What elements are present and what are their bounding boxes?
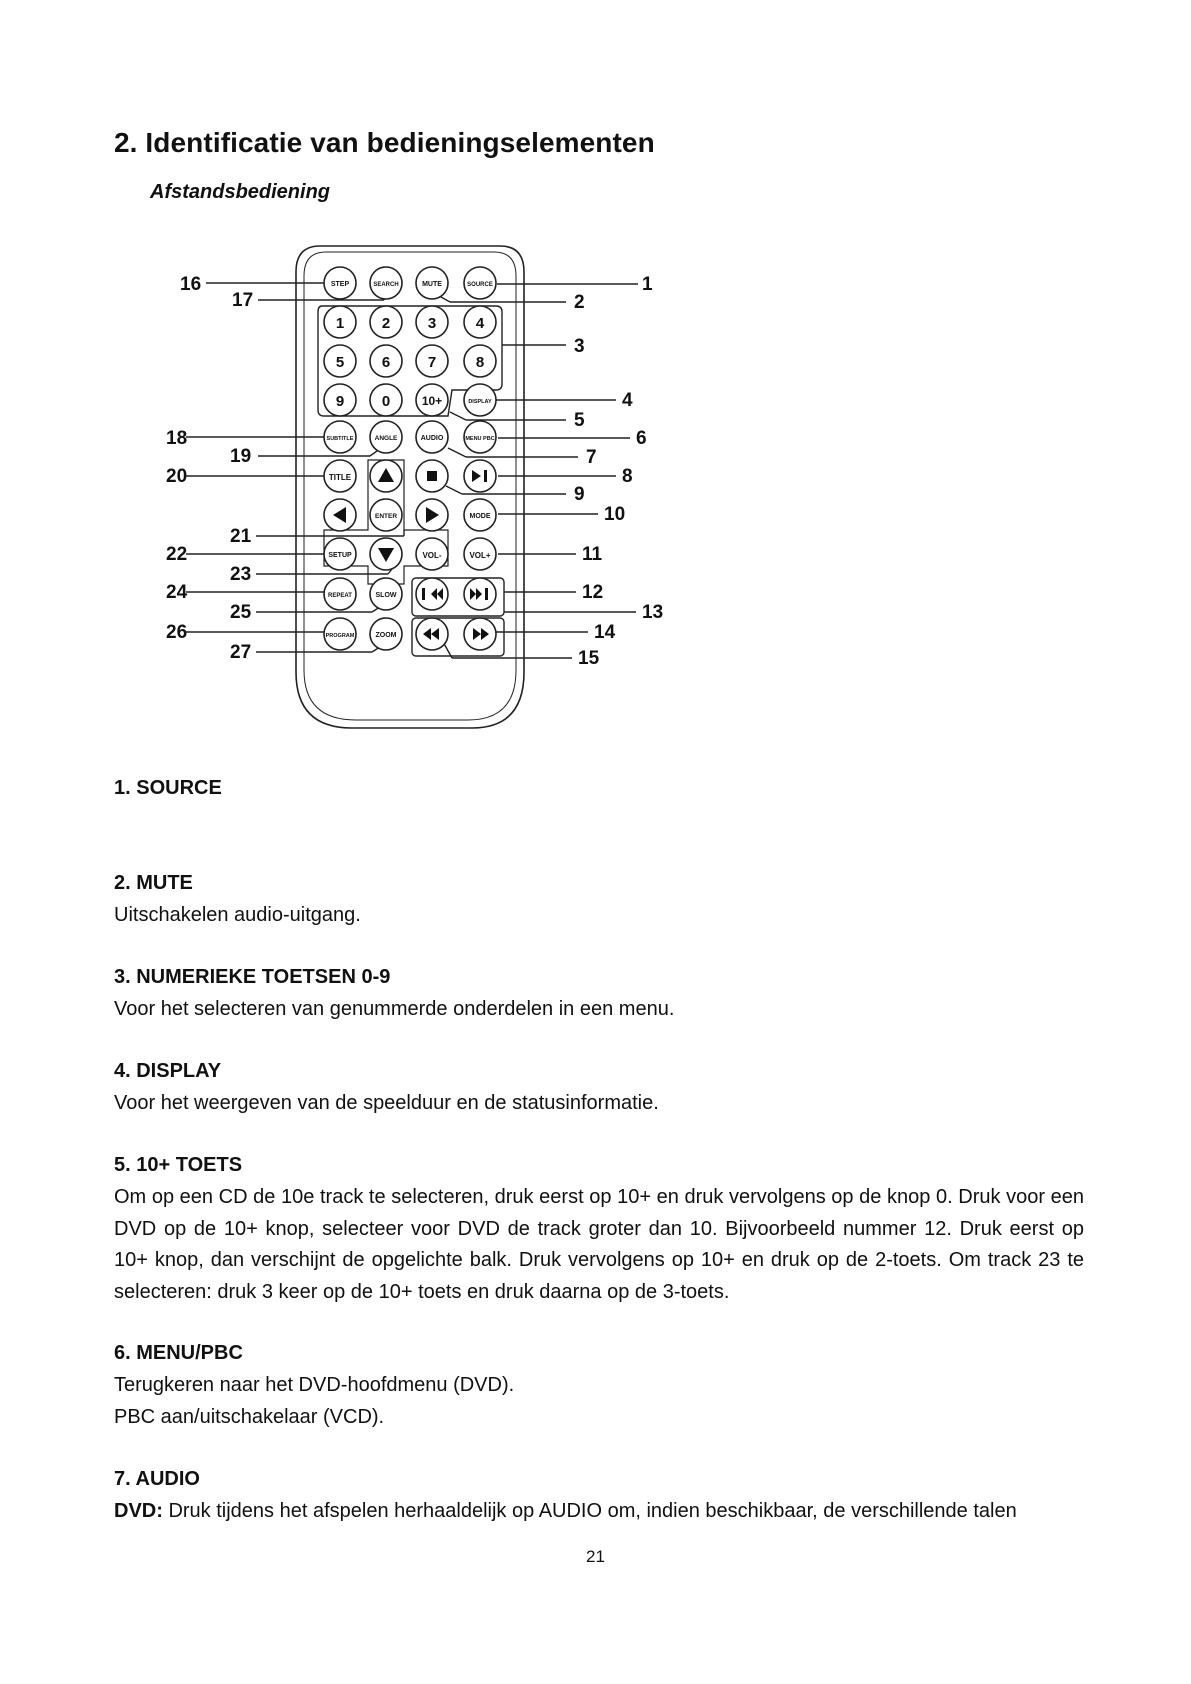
vol-plus-label: VOL+ [469, 551, 491, 560]
item-title: 2. MUTE [114, 872, 193, 894]
search-label: SEARCH [373, 282, 399, 288]
num-8-label: 8 [475, 354, 485, 371]
ten-plus-label: 10+ [421, 394, 443, 408]
callout-20: 20 [166, 466, 188, 487]
callout-9: 9 [574, 484, 585, 505]
item-menu-pbc [114, 1340, 1084, 1433]
item-title: 6. MENU/PBC [114, 1342, 243, 1364]
callout-8: 8 [622, 466, 633, 487]
angle-label: ANGLE [374, 435, 398, 442]
num-3-label: 3 [427, 315, 437, 332]
step-label: STEP [330, 281, 350, 288]
item-label: DVD: [114, 1500, 163, 1522]
item-source [114, 775, 1084, 801]
callout-14: 14 [594, 622, 616, 643]
menu-pbc-label: MENU PBC [465, 436, 495, 442]
item-text-body: Druk tijdens het afspelen herhaaldelijk op AUDIO om, indien beschikbaar, de verschillende talen [168, 1500, 1017, 1522]
item-title: 1. SOURCE [114, 777, 222, 799]
item-title: 4. DISPLAY [114, 1060, 222, 1082]
item-ten-plus [114, 1152, 1084, 1308]
item-audio [114, 1466, 1084, 1528]
subtitle-label: SUBTITLE [326, 436, 354, 442]
num-7-label: 7 [427, 354, 437, 371]
section-heading: 2. Identificatie van bedieningselementen [114, 127, 655, 158]
item-text: Terugkeren naar het DVD-hoofdmenu (DVD). [114, 1374, 515, 1396]
callout-5: 5 [574, 410, 585, 431]
zoom-label: ZOOM [375, 632, 397, 639]
num-9-label: 9 [335, 393, 345, 410]
page-number: 21 [586, 1547, 605, 1566]
item-text: Voor het weergeven van de speelduur en de statusinformatie. [114, 1092, 659, 1114]
callout-11: 11 [582, 544, 603, 565]
item-text: PBC aan/uitschakelaar (VCD). [114, 1405, 385, 1428]
callout-10: 10 [604, 504, 626, 525]
item-text: Om op een CD de 10e track te selecteren, druk eerst op 10+ en druk vervolgens op de knop 0. Druk voor een DVD op de 10+ knop, selecteer voor DVD de track groter dan 10. Bijvoorbeeld nummer 12. Druk eerst op 10+ knop, dan verschijnt de opgelichte balk. Druk vervolgens op 10+ en druk op de 2-toets. Om track 23 te selecteren: druk 3 keer op de 10+ toets en druk daarna op de 3-toets. [114, 1186, 1084, 1303]
item-title: 3. NUMERIEKE TOETSEN 0-9 [114, 966, 391, 988]
callout-18: 18 [166, 428, 188, 449]
callout-12: 12 [582, 582, 604, 603]
remote-control-diagram [0, 0, 1191, 760]
num-2-label: 2 [381, 315, 391, 332]
mute-label: MUTE [422, 281, 442, 288]
callout-4: 4 [622, 390, 633, 411]
num-6-label: 6 [381, 354, 391, 371]
item-text: Voor het selecteren van genummerde onderdelen in een menu. [114, 998, 675, 1020]
enter-label: ENTER [374, 513, 398, 520]
item-text: Uitschakelen audio-uitgang. [114, 904, 361, 926]
stop-icon [427, 471, 437, 481]
vol-minus-label: VOL- [422, 551, 442, 560]
mode-label: MODE [469, 513, 491, 520]
callout-27: 27 [230, 642, 252, 663]
callout-24: 24 [166, 582, 188, 603]
callout-23: 23 [230, 564, 252, 585]
setup-label: SETUP [328, 552, 352, 559]
callout-6: 6 [636, 428, 647, 449]
callout-25: 25 [230, 602, 252, 623]
subsection-heading: Afstandsbediening [150, 181, 331, 203]
item-text [114, 1496, 1084, 1528]
callout-13: 13 [642, 602, 664, 623]
audio-label: AUDIO [420, 435, 444, 442]
num-0-label: 0 [381, 393, 391, 410]
item-title: 5. 10+ TOETS [114, 1154, 243, 1176]
program-label: PROGRAM [325, 633, 355, 639]
callout-3: 3 [574, 336, 585, 357]
item-numeric-keys [114, 964, 1084, 1026]
source-label: SOURCE [467, 282, 493, 288]
repeat-label: REPEAT [328, 593, 352, 599]
title-label: TITLE [328, 473, 352, 482]
callout-19: 19 [230, 446, 252, 467]
callout-7: 7 [586, 447, 597, 468]
callout-17: 17 [232, 290, 254, 311]
callout-2: 2 [574, 292, 585, 313]
item-display [114, 1058, 1084, 1120]
num-5-label: 5 [335, 354, 345, 371]
callout-26: 26 [166, 622, 188, 643]
callout-15: 15 [578, 648, 600, 669]
item-mute [114, 870, 1084, 932]
callout-1: 1 [642, 274, 653, 295]
num-1-label: 1 [335, 315, 345, 332]
callout-21: 21 [230, 526, 252, 547]
num-4-label: 4 [475, 315, 485, 332]
callout-16: 16 [180, 274, 202, 295]
slow-label: SLOW [375, 592, 397, 599]
callout-22: 22 [166, 544, 188, 565]
display-label: DISPLAY [468, 399, 492, 405]
item-title: 7. AUDIO [114, 1468, 200, 1490]
